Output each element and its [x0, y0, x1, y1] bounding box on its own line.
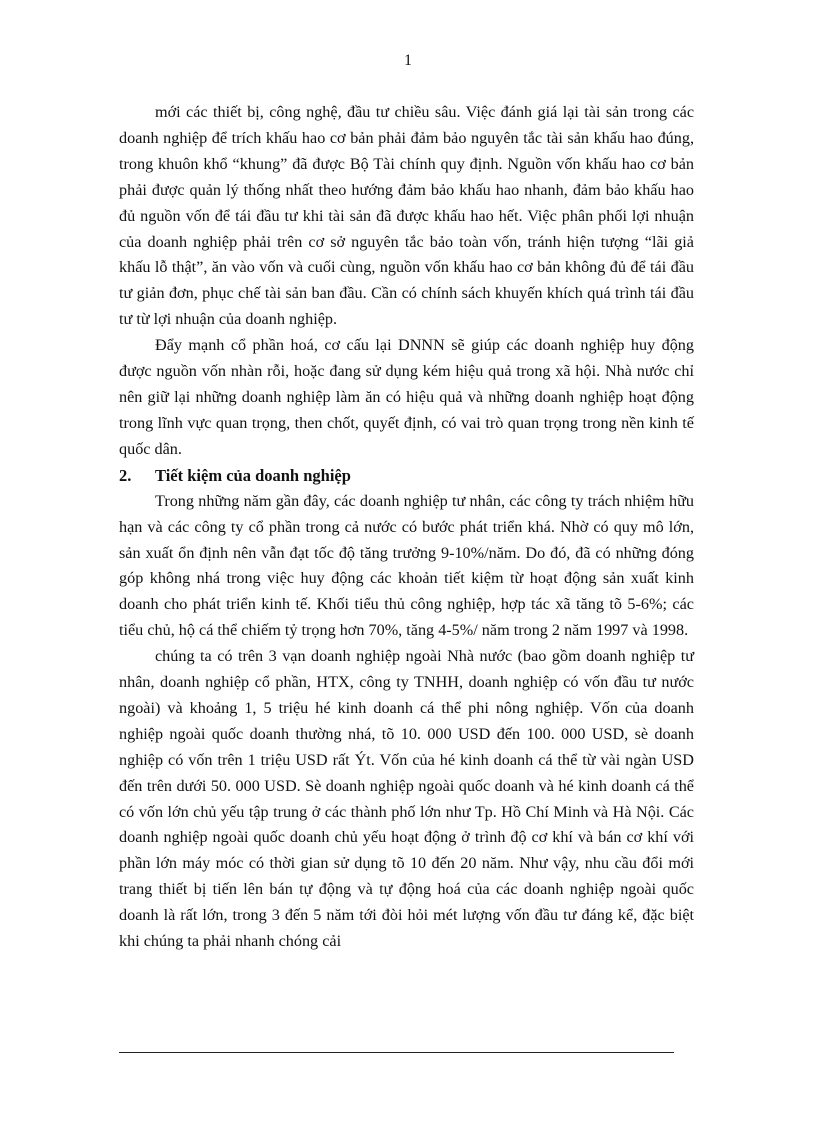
paragraph: mới các thiết bị, công nghệ, đầu tư chiều sâu. Việc đánh giá lại tài sản trong các doanh nghiệp để trích khấu hao cơ bản phải đảm bảo nguyên tắc tài sản khấu hao đúng, trong khuôn khổ “khung” đã được Bộ Tài chính quy định. Nguồn vốn khấu hao cơ bản phải được quản lý thống nhất theo hướng đảm bảo khấu hao nhanh, đảm bảo khấu hao đủ nguồn vốn để tái đầu tư khi tài sản đã được khấu hao hết. Việc phân phối lợi nhuận của doanh nghiệp phải trên cơ sở nguyên tắc bảo toàn vốn, tránh hiện tượng “lãi giả khấu lỗ thật”, ăn vào vốn và cuối cùng, nguồn vốn khấu hao cơ bản không đủ để tái đầu tư giản đơn, phục chế tài sản ban đầu. Cần có chính sách khuyến khích quá trình tái đầu tư từ lợi nhuận của doanh nghiệp. — [119, 103, 694, 329]
paragraph: Trong những năm gần đây, các doanh nghiệp tư nhân, các công ty trách nhiệm hữu hạn và các công ty cổ phần trong cả nước có bước phát triển khá. Nhờ có quy mô lớn, sản xuất ổn định nên vẫn đạt tốc độ tăng trưởng 9-10%/năm. Do đó, đã có những đóng góp không nhá trong việc huy động các khoản tiết kiệm từ hoạt động sản xuất kinh doanh cho phát triển kinh tế. Khối tiểu thủ công nghiệp, hợp tác xã tăng tõ 5-6%; các tiểu chủ, hộ cá thể chiếm tỷ trọng hơn 70%, tăng 4-5%/ năm trong 2 năm 1997 và 1998. — [119, 491, 694, 640]
document-body — [119, 100, 694, 955]
page-number: 1 — [404, 52, 412, 69]
section-number: 2. — [119, 465, 132, 485]
paragraph: chúng ta có trên 3 vạn doanh nghiệp ngoài Nhà nước (bao gồm doanh nghiệp tư nhân, doanh nghiệp cổ phần, HTX, công ty TNHH, doanh nghiệp có vốn đầu tư nước ngoài) và khoảng 1, 5 triệu hé kinh doanh cá thể phi nông nghiệp. Vốn của doanh nghiệp ngoài quốc doanh thường nhá, tõ 10. 000 USD đến 100. 000 USD, sè doanh nghiệp có vốn trên 1 triệu USD rất Ýt. Vốn của hé kinh doanh cá thể từ vài ngàn USD đến trên dưới 50. 000 USD. Sè doanh nghiệp ngoài quốc doanh và hé kinh doanh cá thể có vốn lớn chủ yếu tập trung ở các thành phố lớn như Tp. Hồ Chí Minh và Hà Nội. Các doanh nghiệp ngoài quốc doanh chủ yếu hoạt động ở trình độ cơ khí và bán cơ khí với phần lớn máy móc có thời gian sử dụng tõ 10 đến 20 năm. Như vậy, nhu cầu đổi mới trang thiết bị tiến lên bán tự động và tự động hoá của các doanh nghiệp ngoài quốc doanh là rất lớn, trong 3 đến 5 năm tới đòi hỏi mét lượng vốn đầu tư đáng kể, đặc biệt khi chúng ta phải nhanh chóng cải — [119, 647, 694, 951]
section-heading — [119, 463, 694, 489]
paragraph: Đẩy mạnh cổ phần hoá, cơ cấu lại DNNN sẽ giúp các doanh nghiệp huy động được nguồn vốn nhàn rỗi, hoặc đang sử dụng kém hiệu quả trong xã hội. Nhà nước chỉ nên giữ lại những doanh nghiệp làm ăn có hiệu quả và những doanh nghiệp hoạt động trong lĩnh vực quan trọng, then chốt, quyết định, có vai trò quan trọng trong nền kinh tế quốc dân. — [119, 336, 694, 458]
section-title: Tiết kiệm của doanh nghiệp — [155, 465, 351, 485]
footer-divider — [119, 1052, 674, 1053]
